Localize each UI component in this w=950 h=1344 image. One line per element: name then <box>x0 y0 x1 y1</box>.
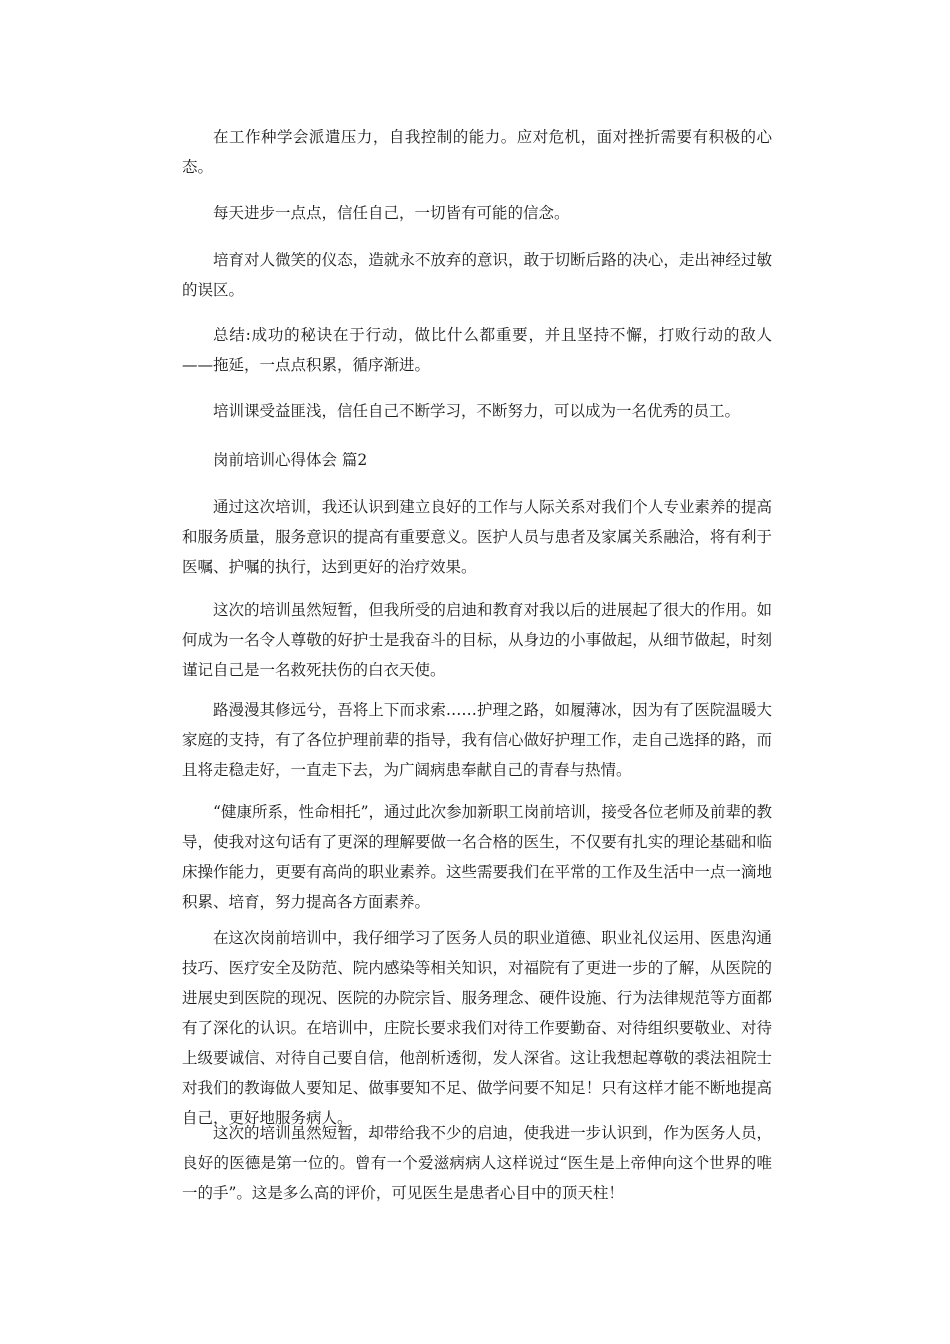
paragraph-training-benefit: 培训课受益匪浅，信任自己不断学习，不断努力，可以成为一名优秀的员工。 <box>213 402 741 420</box>
paragraph-medical-ethics: 这次的培训虽然短暂，却带给我不少的启迪，使我进一步认识到，作为医务人员，良好的医德是第一位的。曾有一个爱滋病病人这样说过“医生是上帝伸向这个世界的唯一的手”。这是多么高的评价，可见医生是患者心目中的顶天柱！ <box>182 1124 772 1202</box>
paragraph-training-inspiration: 这次的培训虽然短暂，但我所受的启迪和教育对我以后的进展起了很大的作用。如何成为一名令人尊敬的好护士是我奋斗的目标，从身边的小事做起，从细节做起，时刻谨记自己是一名救死扶伤的白衣天使。 <box>182 601 772 679</box>
paragraph-work-relations: 通过这次培训，我还认识到建立良好的工作与人际关系对我们个人专业素养的提高和服务质量，服务意识的提高有重要意义。医护人员与患者及家属关系融洽，将有利于医嘱、护嘱的执行，达到更好的治疗效果。 <box>182 498 772 576</box>
paragraph-summary: 总结:成功的秘诀在于行动，做比什么都重要，并且坚持不懈，打败行动的敌人——拖延，一点点积累，循序渐进。 <box>182 326 772 374</box>
section-heading: 岗前培训心得体会 篇2 <box>213 451 368 469</box>
paragraph-daily-progress: 每天进步一点点，信任自己，一切皆有可能的信念。 <box>213 204 570 222</box>
paragraph-stress-control: 在工作种学会派遣压力，自我控制的能力。应对危机，面对挫折需要有积极的心态。 <box>182 128 772 176</box>
paragraph-health-trust: “健康所系，性命相托”，通过此次参加新职工岗前培训，接受各位老师及前辈的教导，使我对这句话有了更深的理解要做一名合格的医生，不仅要有扎实的理论基础和临床操作能力，更要有高尚的职业素养。这些需要我们在平常的工作及生活中一点一滴地积累、培育，努力提高各方面素养。 <box>182 803 772 911</box>
paragraph-pre-job-training: 在这次岗前培训中，我仔细学习了医务人员的职业道德、职业礼仪运用、医患沟通技巧、医疗安全及防范、院内感染等相关知识，对福院有了更进一步的了解，从医院的进展史到医院的现况、医院的办院宗旨、服务理念、硬件设施、行为法律规范等方面都有了深化的认识。在培训中，庄院长要求我们对待工作要勤奋、对待组织要敬业、对待上级要诚信、对待自己要自信，他剖析透彻，发人深省。这让我想起尊敬的裘法祖院士对我们的教诲做人要知足、做事要知不足、做学问要不知足！只有这样才能不断地提高自己，更好地服务病人。 <box>182 929 772 1127</box>
paragraph-smile-attitude: 培育对人微笑的仪态，造就永不放弃的意识，敢于切断后路的决心，走出神经过敏的误区。 <box>182 251 772 299</box>
paragraph-nursing-road: 路漫漫其修远兮，吾将上下而求索……护理之路，如履薄冰，因为有了医院温暖大家庭的支持，有了各位护理前辈的指导，我有信心做好护理工作，走自己选择的路，而且将走稳走好，一直走下去，为广阔病患奉献自己的青春与热情。 <box>182 701 772 779</box>
